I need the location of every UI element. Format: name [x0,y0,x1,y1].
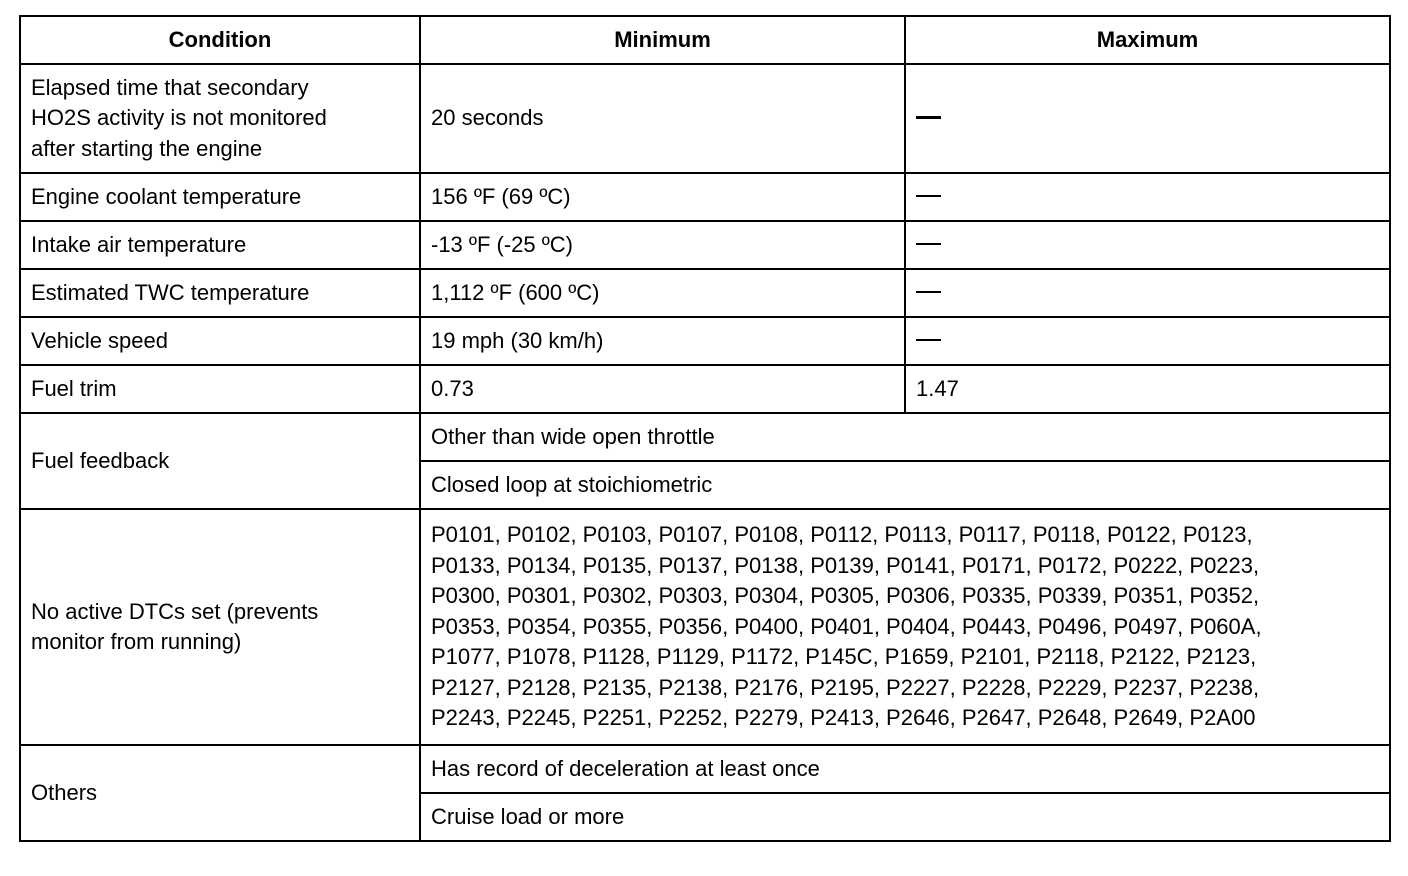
dtc-line: P2127, P2128, P2135, P2138, P2176, P2195, P2227, P2228, P2229, P2237, P2238, [431,674,1260,700]
dtc-line: P0300, P0301, P0302, P0303, P0304, P0305, P0306, P0335, P0339, P0351, P0352, [431,583,1260,609]
table-row-fuel-trim [20,365,1390,413]
dash-mark [916,339,941,341]
value-cell: Closed loop at stoichiometric [420,461,1390,509]
table-row-no-active-dtcs [20,509,1390,745]
dash-mark [916,291,941,293]
maximum-cell: 1.47 [905,365,1390,413]
condition-cell: Fuel feedback [20,413,420,509]
value-cell: Has record of deceleration at least once [420,745,1390,793]
dtc-line: P0101, P0102, P0103, P0107, P0108, P0112, P0113, P0117, P0118, P0122, P0123, [431,522,1253,548]
header-condition: Condition [20,16,420,64]
minimum-cell: 0.73 [420,365,905,413]
dtc-line: P1077, P1078, P1128, P1129, P1172, P145C, P1659, P2101, P2118, P2122, P2123, [431,644,1257,670]
maximum-cell [905,173,1390,221]
maximum-cell [905,269,1390,317]
minimum-cell: -13 ºF (-25 ºC) [420,221,905,269]
table-row-vehicle-speed [20,317,1390,365]
table-row-twc-temp [20,269,1390,317]
dash-mark [916,195,941,197]
minimum-cell: 20 seconds [420,64,905,173]
value-cell: Other than wide open throttle [420,413,1390,461]
condition-cell [20,64,420,173]
dash-mark [916,116,941,119]
dash-mark [916,243,941,245]
condition-line: Elapsed time that secondary [31,74,309,100]
minimum-cell: 156 ºF (69 ºC) [420,173,905,221]
condition-cell [20,509,420,745]
minimum-cell: 1,112 ºF (600 ºC) [420,269,905,317]
table-row-coolant-temp [20,173,1390,221]
condition-cell: Fuel trim [20,365,420,413]
condition-cell: Vehicle speed [20,317,420,365]
condition-cell: Estimated TWC temperature [20,269,420,317]
header-minimum: Minimum [420,16,905,64]
table-row-others [20,745,1390,793]
enable-conditions-table [19,15,1391,842]
header-maximum: Maximum [905,16,1390,64]
maximum-cell [905,317,1390,365]
condition-cell: Intake air temperature [20,221,420,269]
condition-line: monitor from running) [31,629,242,654]
condition-line: after starting the engine [31,135,263,161]
maximum-cell [905,64,1390,173]
value-cell: Cruise load or more [420,793,1390,841]
table-row-intake-air-temp [20,221,1390,269]
table-header-row [20,16,1390,64]
dtc-list-cell [420,509,1390,745]
dtc-line: P0133, P0134, P0135, P0137, P0138, P0139, P0141, P0171, P0172, P0222, P0223, [431,552,1260,578]
table-row-fuel-feedback [20,413,1390,461]
table-row-elapsed-time [20,64,1390,173]
condition-line: No active DTCs set (prevents [31,598,319,624]
minimum-cell: 19 mph (30 km/h) [420,317,905,365]
dtc-line: P2243, P2245, P2251, P2252, P2279, P2413, P2646, P2647, P2648, P2649, P2A00 [431,705,1256,731]
condition-cell: Others [20,745,420,841]
condition-cell: Engine coolant temperature [20,173,420,221]
condition-line: HO2S activity is not monitored [31,105,327,131]
maximum-cell [905,221,1390,269]
dtc-line: P0353, P0354, P0355, P0356, P0400, P0401, P0404, P0443, P0496, P0497, P060A, [431,613,1262,639]
